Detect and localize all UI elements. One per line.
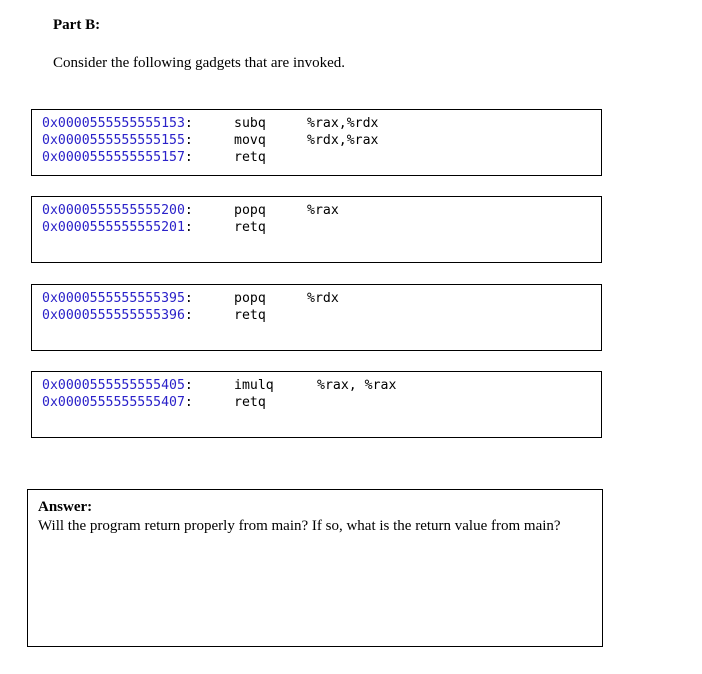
instruction-mnemonic: retq [234,220,266,235]
gadget-instruction: 0x0000555555555201: retq [42,220,266,235]
gadget-instruction: 0x0000555555555200: popq %rax [42,203,339,218]
instruction-address: 0x0000555555555153 [42,116,185,131]
instruction-operands: %rax,%rdx [307,116,379,131]
gadget-instruction: 0x0000555555555396: retq [42,308,266,323]
answer-label: Answer: [38,499,93,515]
gadget-instruction: 0x0000555555555157: retq [42,150,266,165]
gadget-instruction: 0x0000555555555405: imulq %rax, %rax [42,378,397,393]
instruction-operands: %rax [307,203,339,218]
gadget-instruction: 0x0000555555555395: popq %rdx [42,291,339,306]
instruction-operands: %rax, %rax [317,378,397,393]
instruction-operands: %rdx [307,291,339,306]
instruction-mnemonic: retq [234,395,266,410]
instruction-mnemonic: retq [234,308,266,323]
instruction-mnemonic: subq [234,116,266,131]
gadget-box [31,371,602,438]
part-title: Part B: [53,17,101,33]
instruction-address: 0x0000555555555200 [42,203,185,218]
gadget-box [31,196,602,263]
instruction-address: 0x0000555555555157 [42,150,185,165]
instruction-address: 0x0000555555555396 [42,308,185,323]
answer-question: Will the program return properly from main? If so, what is the return value from main? [38,518,561,534]
instruction-mnemonic: imulq [234,378,274,393]
instruction-address: 0x0000555555555405 [42,378,185,393]
gadget-box [31,284,602,351]
answer-box[interactable] [27,489,603,647]
instruction-address: 0x0000555555555395 [42,291,185,306]
instruction-address: 0x0000555555555155 [42,133,185,148]
gadget-box [31,109,602,176]
gadget-instruction: 0x0000555555555153: subq %rax,%rdx [42,116,379,131]
instruction-operands: %rdx,%rax [307,133,379,148]
intro-text: Consider the following gadgets that are invoked. [53,55,346,71]
gadget-instruction: 0x0000555555555155: movq %rdx,%rax [42,133,379,148]
instruction-mnemonic: movq [234,133,266,148]
instruction-mnemonic: popq [234,203,266,218]
instruction-address: 0x0000555555555407 [42,395,185,410]
instruction-mnemonic: retq [234,150,266,165]
gadget-instruction: 0x0000555555555407: retq [42,395,266,410]
instruction-mnemonic: popq [234,291,266,306]
instruction-address: 0x0000555555555201 [42,220,185,235]
